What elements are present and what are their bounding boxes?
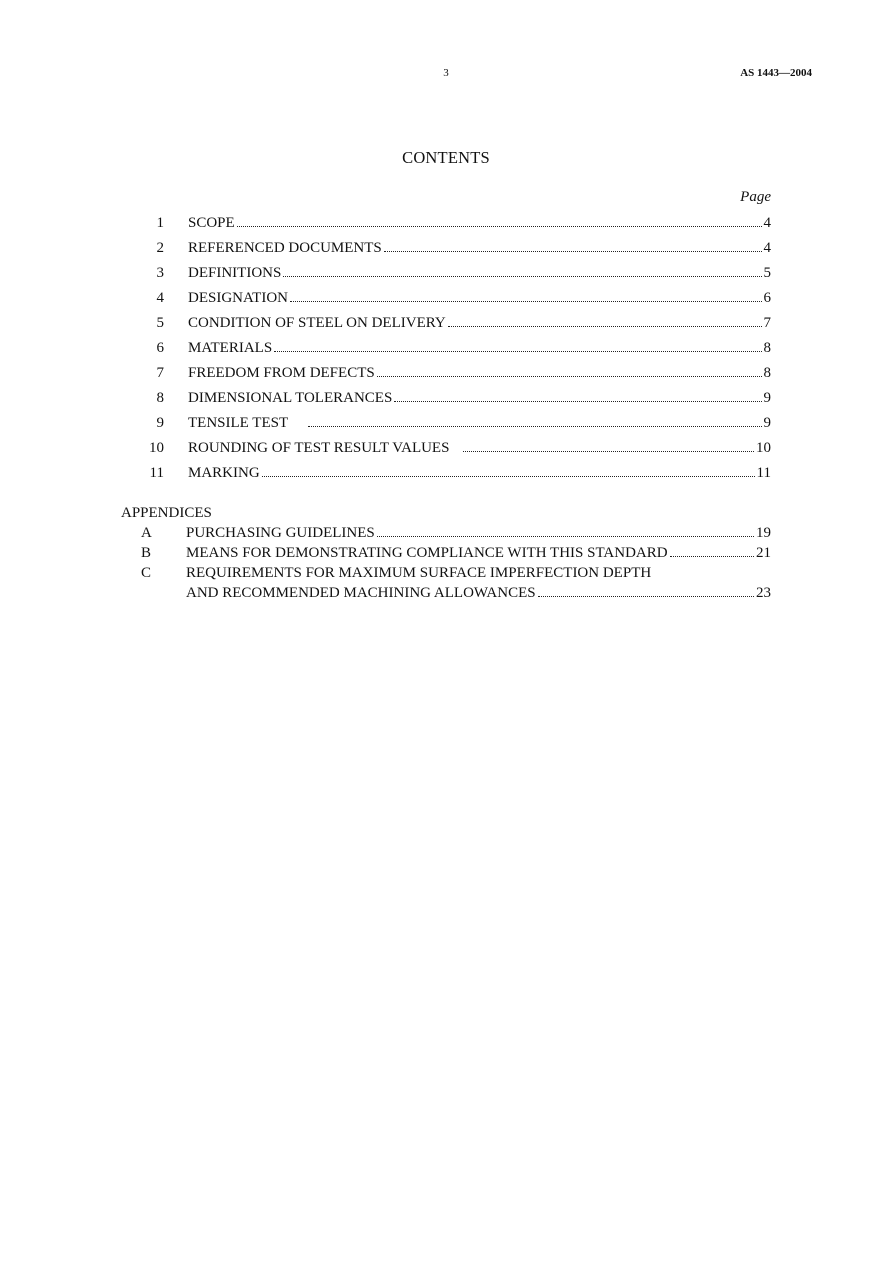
dot-leader [670,556,754,557]
toc-entry-number: 6 [156,340,164,356]
toc-entry-page: 5 [763,265,771,281]
page-number: 3 [443,67,449,79]
appendix-title: MEANS FOR DEMONSTRATING COMPLIANCE WITH THIS STANDARD [186,545,668,561]
toc-entry-title: FREEDOM FROM DEFECTS [188,365,375,381]
dot-leader [283,276,761,277]
appendix-title: REQUIREMENTS FOR MAXIMUM SURFACE IMPERFECTION DEPTH [186,565,652,581]
dot-leader [394,401,761,402]
appendix-entry[interactable] [0,563,892,583]
appendix-title-continued: AND RECOMMENDED MACHINING ALLOWANCES [186,585,536,601]
toc-entry-page: 7 [763,315,771,331]
dot-leader [448,326,762,327]
toc-entry-title: REFERENCED DOCUMENTS [188,240,382,256]
toc-entry[interactable] [0,362,892,384]
appendix-letter: B [141,545,152,561]
dot-leader [377,536,754,537]
toc-entry-number: 2 [156,240,164,256]
toc-entry[interactable] [0,437,892,459]
dot-leader [538,596,754,597]
toc-entry-page: 4 [763,215,771,231]
toc-entry-title: MARKING [188,465,260,481]
toc-entry[interactable] [0,387,892,409]
appendix-entry[interactable] [0,543,892,563]
toc-entry-title: CONDITION OF STEEL ON DELIVERY [188,315,446,331]
toc-entry-number: 11 [149,465,164,481]
appendix-letter: A [141,525,152,541]
toc-entry-title: DEFINITIONS [188,265,282,281]
dot-leader [463,451,754,452]
toc-entry[interactable] [0,212,892,234]
toc-entry-title: SCOPE [188,215,235,231]
page-column-label: Page [740,189,771,205]
toc-entry-page: 11 [756,465,771,481]
appendix-entry-continued[interactable] [0,583,892,603]
toc-entry-number: 3 [156,265,164,281]
toc-entry-page: 9 [763,415,771,431]
dot-leader [262,476,755,477]
appendix-title: PURCHASING GUIDELINES [186,525,375,541]
toc-entry[interactable] [0,412,892,434]
appendix-letter: C [141,565,152,581]
toc-entry-page: 10 [756,440,771,456]
toc-entry[interactable] [0,337,892,359]
toc-entry-title: TENSILE TEST [188,415,289,431]
appendices-heading: APPENDICES [121,505,212,521]
dot-leader [290,301,762,302]
toc-entry-number: 4 [156,290,164,306]
toc-entry-number: 5 [156,315,164,331]
toc-entry[interactable] [0,462,892,484]
toc-entry-number: 8 [156,390,164,406]
toc-entry-title: DESIGNATION [188,290,288,306]
appendix-entry[interactable] [0,523,892,543]
contents-title: CONTENTS [402,148,490,167]
toc-entry-page: 9 [763,390,771,406]
toc-entry-number: 7 [156,365,164,381]
toc-entry-number: 10 [149,440,164,456]
toc-entry-number: 9 [156,415,164,431]
toc-entry-title: ROUNDING OF TEST RESULT VALUES [188,440,450,456]
dot-leader [274,351,761,352]
dot-leader [377,376,762,377]
toc-entry-page: 8 [763,365,771,381]
appendix-page: 21 [756,545,771,561]
toc-entry[interactable] [0,312,892,334]
dot-leader [308,426,761,427]
document-code: AS 1443—2004 [740,67,812,79]
toc-entry-title: MATERIALS [188,340,273,356]
toc-entry-page: 4 [763,240,771,256]
dot-leader [237,226,762,227]
toc-entry-title: DIMENSIONAL TOLERANCES [188,390,393,406]
toc-entry[interactable] [0,287,892,309]
toc-entry-page: 8 [763,340,771,356]
dot-leader [384,251,762,252]
toc-entry[interactable] [0,262,892,284]
appendix-page: 19 [756,525,771,541]
toc-entry-number: 1 [156,215,164,231]
toc-entry-page: 6 [763,290,771,306]
toc-entry[interactable] [0,237,892,259]
appendix-page: 23 [756,585,771,601]
